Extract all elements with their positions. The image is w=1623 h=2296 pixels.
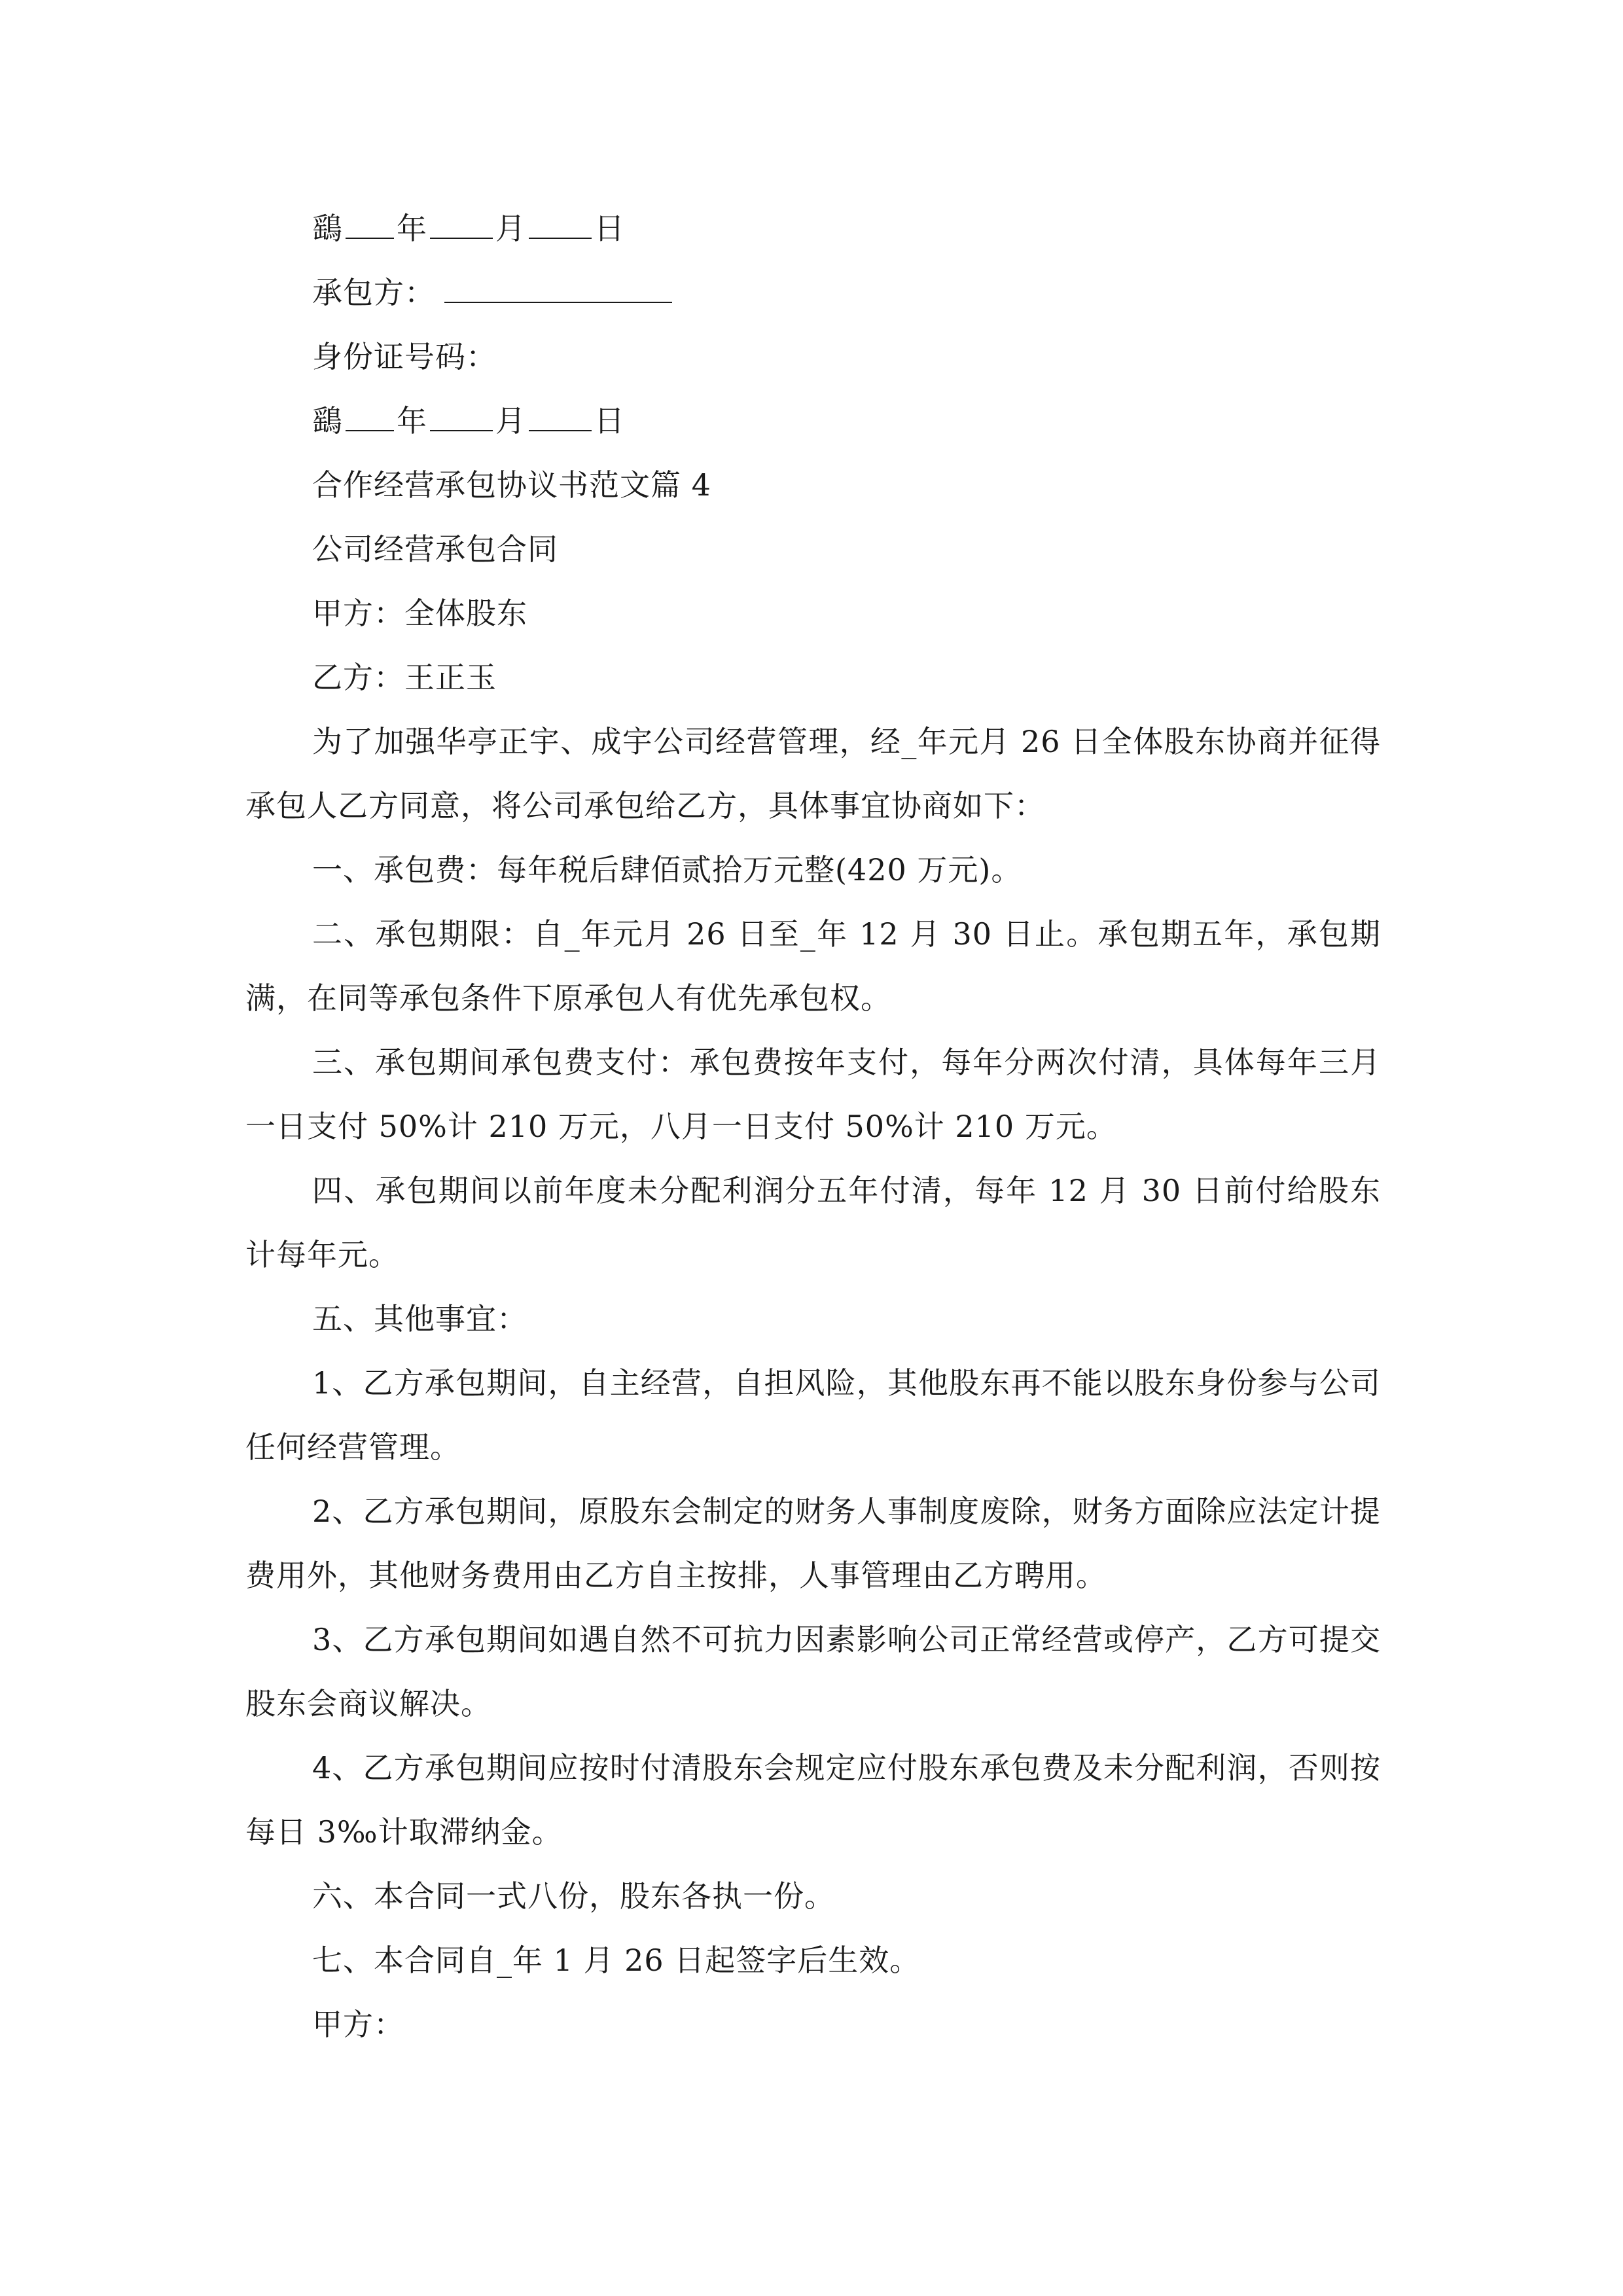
- clause-term: 二、承包期限：自_年元月 26 日至_年 12 月 30 日止。承包期五年，承包期满，在同等承包条件下原承包人有优先承包权。: [245, 916, 1381, 1016]
- document-body: [245, 196, 1381, 2056]
- clause-other-3: 3、乙方承包期间如遇自然不可抗力因素影响公司正常经营或停产，乙方可提交股东会商议解决。: [245, 1622, 1381, 1721]
- clause-copies: 六、本合同一式八份，股东各执一份。: [312, 1878, 835, 1914]
- date-line-1: [245, 196, 1381, 260]
- day-blank: [529, 405, 592, 431]
- clause-other-heading: 五、其他事宜：: [312, 1301, 527, 1336]
- party-b-line: 乙方：王正玉: [312, 660, 497, 695]
- clause-payment: 三、承包期间承包费支付：承包费按年支付，每年分两次付清，具体每年三月一日支付 50%计 210 万元，八月一日支付 50%计 210 万元。: [245, 1045, 1381, 1144]
- clause-fee: 一、承包费：每年税后肆佰贰拾万元整(420 万元)。: [312, 852, 1022, 888]
- contractor-line: [245, 260, 1381, 325]
- id-number-label: 身份证号码：: [312, 339, 497, 374]
- year-label: 年: [397, 403, 427, 439]
- id-number-line: [245, 325, 1381, 389]
- month-label: 月: [495, 211, 526, 246]
- contractor-blank: [444, 277, 672, 303]
- clause-profit: 四、承包期间以前年度未分配利润分五年付清，每年 12 月 30 日前付给股东计每年元。: [245, 1173, 1381, 1272]
- year-blank: [346, 213, 394, 239]
- clause-other-1: 1、乙方承包期间，自主经营，自担风险，其他股东再不能以股东身份参与公司任何经营管理。: [245, 1365, 1381, 1465]
- clause-effective: 七、本合同自_年 1 月 26 日起签字后生效。: [312, 1943, 921, 1978]
- date-prefix: 鷂: [312, 211, 343, 246]
- contractor-label: 承包方：: [312, 275, 435, 310]
- day-blank: [529, 213, 592, 239]
- clause-other-4: 4、乙方承包期间应按时付清股东会规定应付股东承包费及未分配利润，否则按每日 3‰计取滞纳金。: [245, 1750, 1381, 1850]
- contract-title: 公司经营承包合同: [312, 531, 558, 567]
- intro-paragraph: 为了加强华亭正宇、成宇公司经营管理，经_年元月 26 日全体股东协商并征得承包人乙方同意，将公司承包给乙方，具体事宜协商如下：: [245, 724, 1381, 823]
- date-line-2: [245, 389, 1381, 453]
- year-blank: [346, 405, 394, 431]
- month-blank: [430, 405, 493, 431]
- party-a-line: 甲方：全体股东: [312, 596, 527, 631]
- month-label: 月: [495, 403, 526, 439]
- day-label: 日: [594, 211, 625, 246]
- clause-other-2: 2、乙方承包期间，原股东会制定的财务人事制度废除，财务方面除应法定计提费用外，其他财务费用由乙方自主按排，人事管理由乙方聘用。: [245, 1494, 1381, 1593]
- year-label: 年: [397, 211, 427, 246]
- month-blank: [430, 213, 493, 239]
- closing-party-a: 甲方：: [312, 2007, 404, 2042]
- section-heading: 合作经营承包协议书范文篇 4: [312, 467, 711, 503]
- date-prefix: 鷂: [312, 403, 343, 439]
- day-label: 日: [594, 403, 625, 439]
